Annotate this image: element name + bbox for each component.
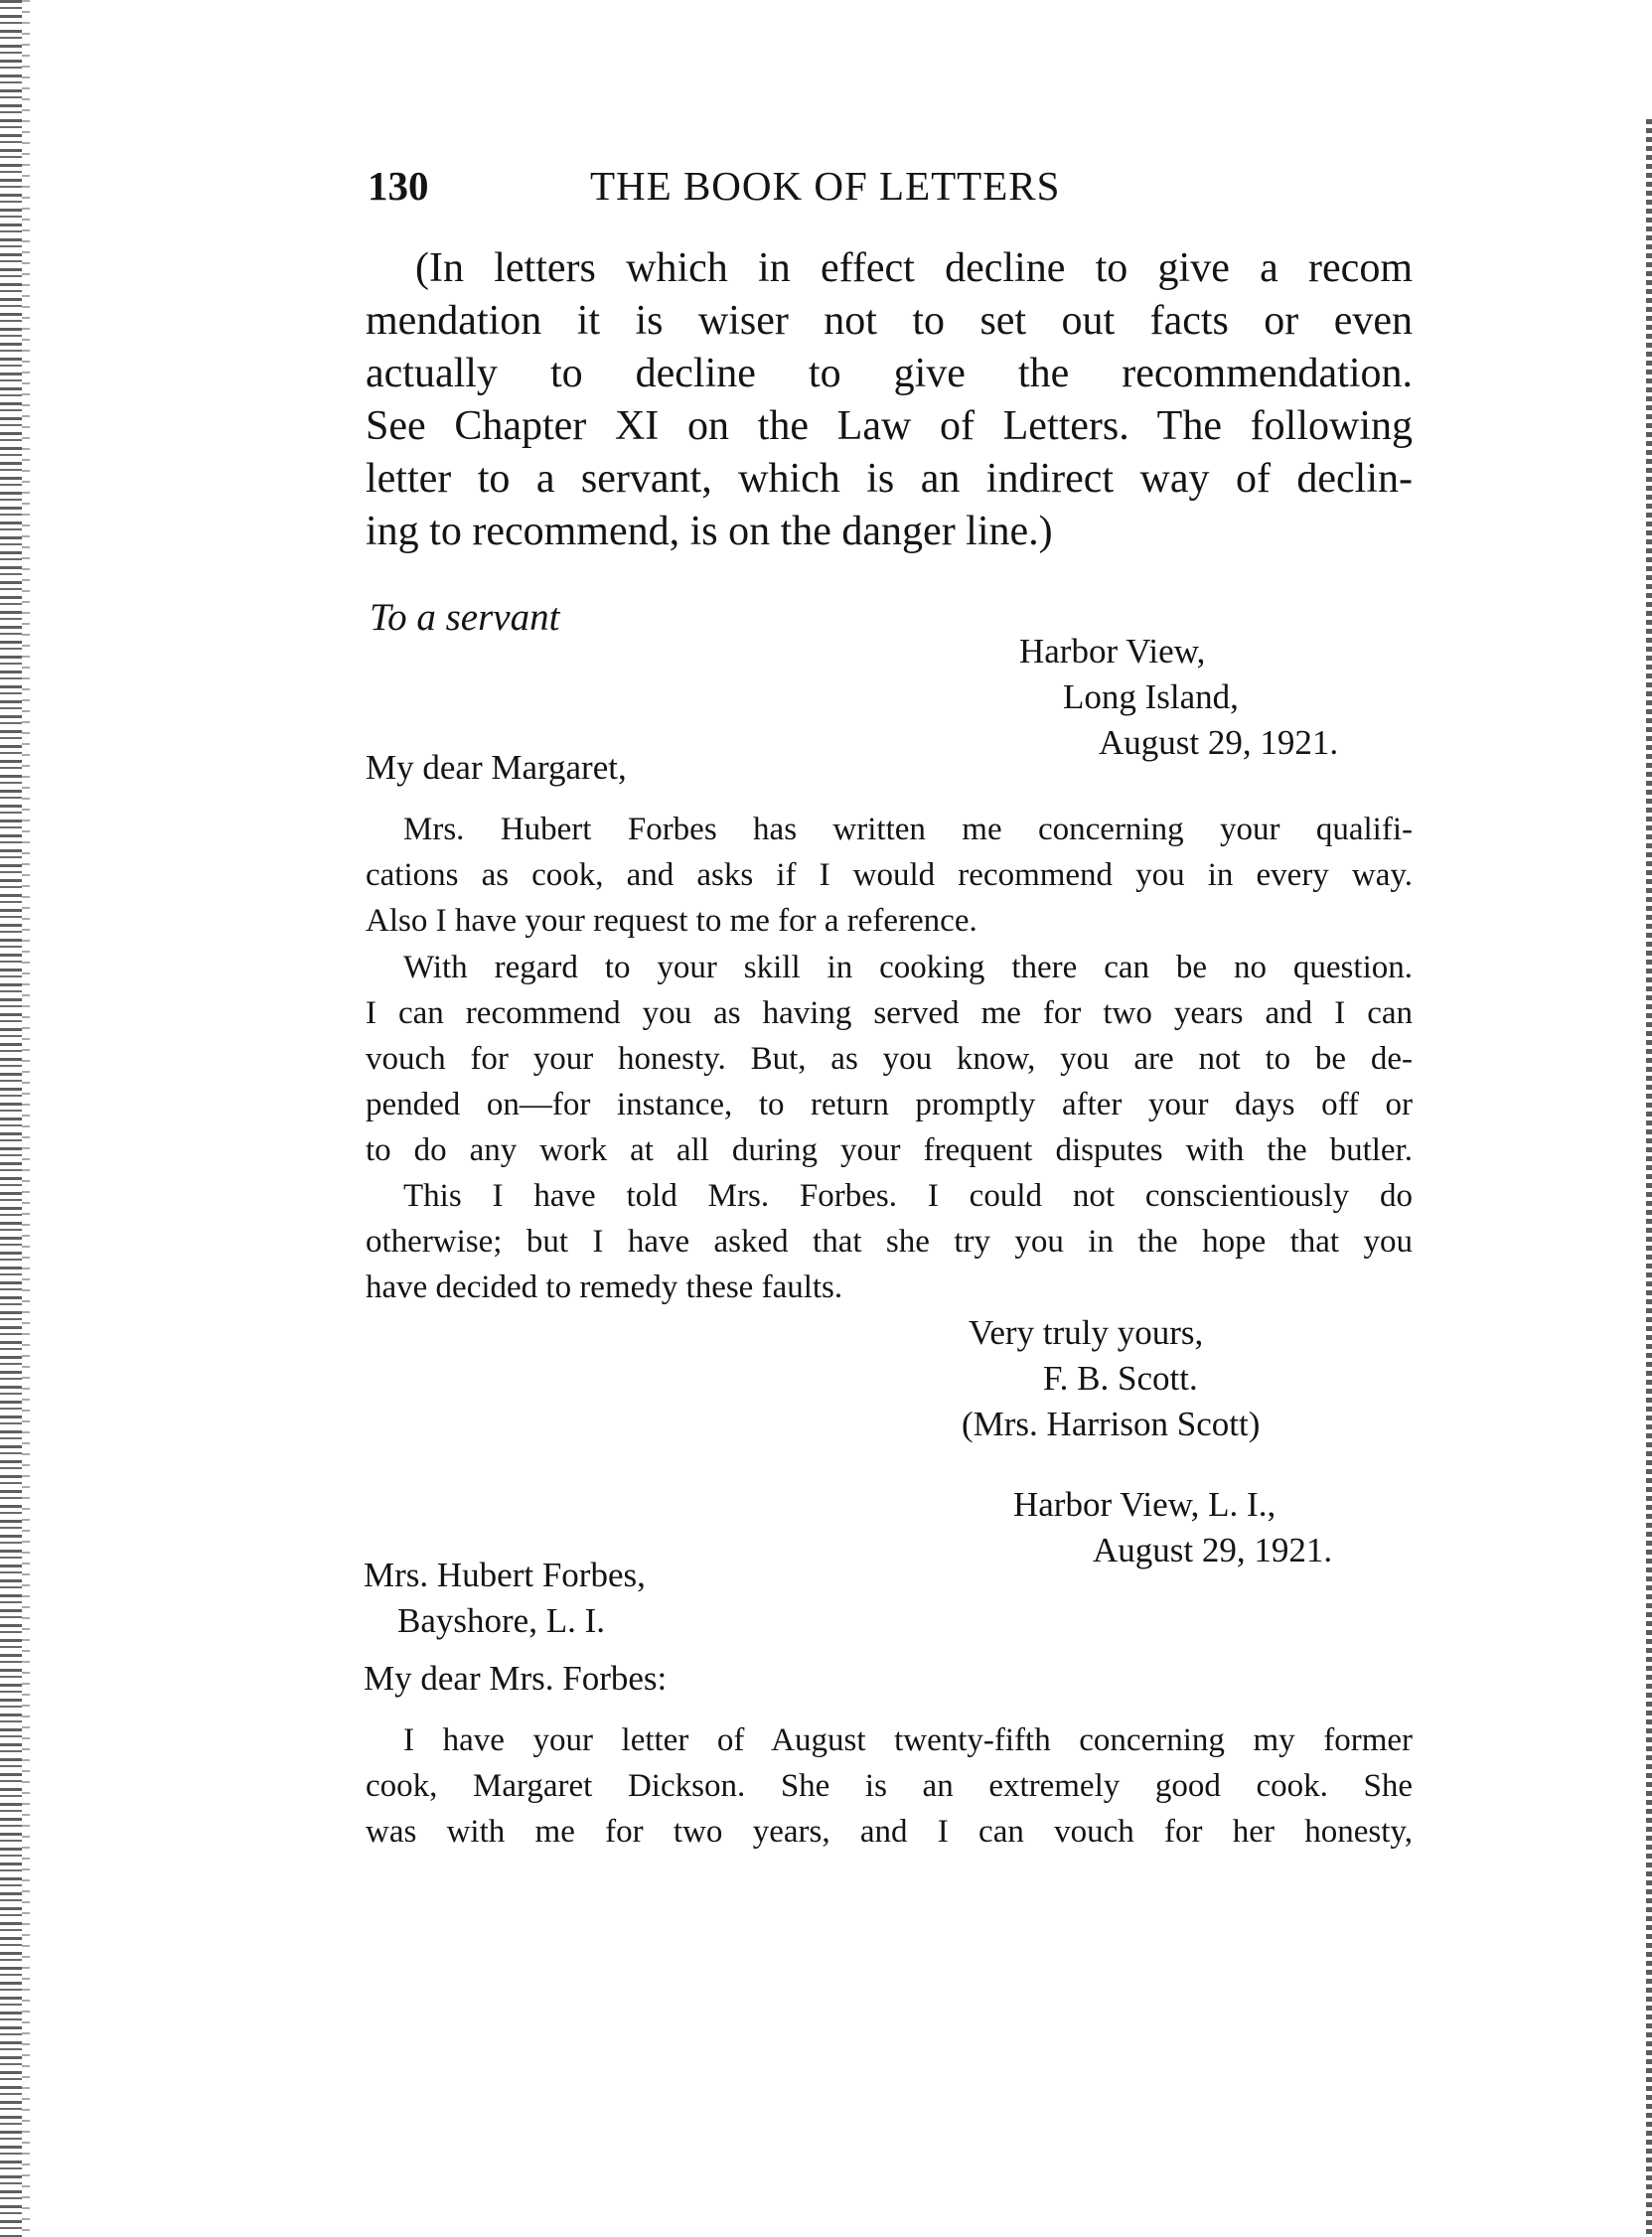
letter1-address-line: Harbor View, bbox=[1019, 632, 1206, 671]
intro-line: actually to decline to give the recommendation. bbox=[366, 351, 1413, 396]
page-number: 130 bbox=[368, 163, 429, 209]
letter2-salutation: My dear Mrs. Forbes: bbox=[364, 1659, 668, 1698]
letter1-body-line: This I have told Mrs. Forbes. I could not conscientiously do bbox=[403, 1178, 1413, 1214]
letter1-body-line: cations as cook, and asks if I would recommend you in every way. bbox=[366, 857, 1413, 893]
letter1-date: August 29, 1921. bbox=[1099, 723, 1339, 762]
letter1-address-line: Long Island, bbox=[1063, 677, 1239, 716]
running-title: THE BOOK OF LETTERS bbox=[590, 163, 1061, 209]
letter1-closing: Very truly yours, bbox=[969, 1313, 1204, 1352]
letter1-body-line: otherwise; but I have asked that she try you in the hope that you bbox=[366, 1224, 1413, 1260]
letter1-body-line: to do any work at all during your frequent disputes with the butler. bbox=[366, 1132, 1413, 1168]
letter-heading: To a servant bbox=[370, 596, 560, 639]
letter1-signature: F. B. Scott. bbox=[1043, 1359, 1198, 1398]
letter2-body-line: cook, Margaret Dickson. She is an extremely good cook. She bbox=[366, 1768, 1413, 1804]
intro-line: ing to recommend, is on the danger line.) bbox=[366, 509, 1053, 554]
letter1-body-line: With regard to your skill in cooking there can be no question. bbox=[403, 950, 1413, 985]
intro-line: See Chapter XI on the Law of Letters. The following bbox=[366, 403, 1413, 449]
letter1-body-line: Mrs. Hubert Forbes has written me concerning your qualifi- bbox=[403, 812, 1413, 847]
intro-line: mendation it is wiser not to set out facts or even bbox=[366, 298, 1413, 344]
letter1-body-line: have decided to remedy these faults. bbox=[366, 1269, 843, 1305]
letter2-body-line: was with me for two years, and I can vouch for her honesty, bbox=[366, 1814, 1413, 1850]
letter1-body-line: I can recommend you as having served me for two years and I can bbox=[366, 995, 1413, 1031]
letter1-signature-name: (Mrs. Harrison Scott) bbox=[962, 1405, 1261, 1443]
letter2-recipient-line: Bayshore, L. I. bbox=[397, 1601, 605, 1640]
scan-right-edge bbox=[1646, 119, 1652, 2235]
letter1-salutation: My dear Margaret, bbox=[366, 748, 627, 787]
intro-line: (In letters which in effect decline to give a recom bbox=[415, 245, 1413, 291]
letter2-recipient-line: Mrs. Hubert Forbes, bbox=[364, 1556, 646, 1594]
letter2-address-line: Harbor View, L. I., bbox=[1013, 1485, 1277, 1524]
letter2-date: August 29, 1921. bbox=[1093, 1531, 1333, 1569]
letter1-body-line: vouch for your honesty. But, as you know, you are not to be de- bbox=[366, 1041, 1413, 1077]
letter1-body-line: pended on—for instance, to return promptly after your days off or bbox=[366, 1087, 1413, 1122]
scan-binding-edge bbox=[0, 0, 22, 2237]
letter2-body-line: I have your letter of August twenty-fifth concerning my former bbox=[403, 1722, 1413, 1758]
letter1-body-line: Also I have your request to me for a reference. bbox=[366, 903, 977, 939]
scan-binding-shadow bbox=[22, 0, 30, 2237]
intro-line: letter to a servant, which is an indirect way of declin- bbox=[366, 456, 1413, 502]
